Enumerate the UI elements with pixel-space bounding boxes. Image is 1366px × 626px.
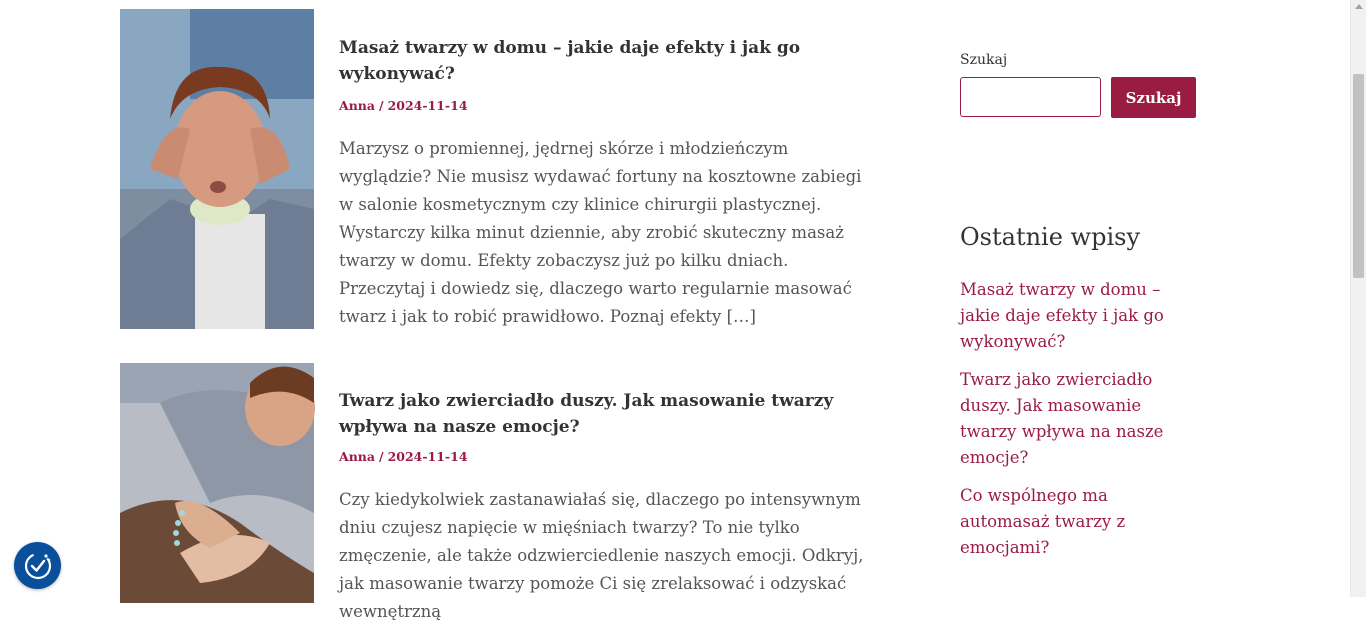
scrollbar-thumb[interactable]	[1353, 74, 1364, 278]
meta-separator: /	[378, 449, 384, 464]
recent-post-item	[960, 277, 1200, 355]
meta-separator: /	[378, 98, 384, 113]
cookie-consent-icon	[22, 550, 54, 582]
post-card	[120, 9, 880, 329]
cookie-consent-button[interactable]	[14, 542, 61, 589]
search-label: Szukaj	[960, 52, 1008, 68]
recent-post-item	[960, 367, 1200, 471]
post-thumbnail-link[interactable]	[120, 363, 314, 603]
recent-post-link[interactable]: Co wspólnego ma automasaż twarzy z emocjami?	[960, 486, 1126, 557]
post-meta	[339, 97, 869, 115]
search-button[interactable]: Szukaj	[1111, 77, 1196, 118]
search-input[interactable]	[960, 77, 1101, 117]
scroll-up-arrow-icon[interactable]	[1355, 4, 1363, 9]
post-title[interactable]: Masaż twarzy w domu – jakie daje efekty i jak go wykonywać?	[339, 38, 801, 84]
recent-post-link[interactable]: Twarz jako zwierciadło duszy. Jak masowanie twarzy wpływa na nasze emocje?	[960, 370, 1164, 467]
scrollbar[interactable]	[1350, 0, 1366, 597]
post-card	[120, 363, 880, 621]
recent-post-item	[960, 483, 1200, 561]
post-date-link[interactable]: 2024-11-14	[387, 98, 468, 113]
post-thumbnail-image	[120, 9, 314, 329]
recent-posts-list	[960, 277, 1200, 573]
post-title[interactable]: Twarz jako zwierciadło duszy. Jak masowanie twarzy wpływa na nasze emocje?	[339, 391, 834, 437]
post-meta	[339, 448, 869, 466]
recent-post-link[interactable]: Masaż twarzy w domu – jakie daje efekty i jak go wykonywać?	[960, 280, 1164, 351]
recent-posts-heading: Ostatnie wpisy	[960, 223, 1141, 251]
post-thumbnail-link[interactable]	[120, 9, 314, 329]
post-author-link[interactable]: Anna	[339, 98, 375, 113]
post-author-link[interactable]: Anna	[339, 449, 375, 464]
post-date-link[interactable]: 2024-11-14	[387, 449, 468, 464]
post-excerpt: Marzysz o promiennej, jędrnej skórze i młodzieńczym wyglądzie? Nie musisz wydawać fortuny na kosztowne zabiegi w salonie kosmetycznym czy klinice chirurgii plastycznej. Wystarczy kilka minut dziennie, aby zrobić skuteczny masaż twarzy w domu. Efekty zobaczysz już po kilku dniach. Przeczytaj i dowiedz się, dlaczego warto regularnie masować twarz i jak to robić prawidłowo. Poznaj efekty […]	[339, 139, 862, 326]
post-thumbnail-image	[120, 363, 314, 603]
post-excerpt: Czy kiedykolwiek zastanawiałaś się, dlaczego po intensywnym dniu czujesz napięcie w mięśniach twarzy? To nie tylko zmęczenie, ale także odzwierciedlenie naszych emocji. Odkryj, jak masowanie twarzy pomoże Ci się zrelaksować i odzyskać wewnętrzną	[339, 490, 864, 621]
